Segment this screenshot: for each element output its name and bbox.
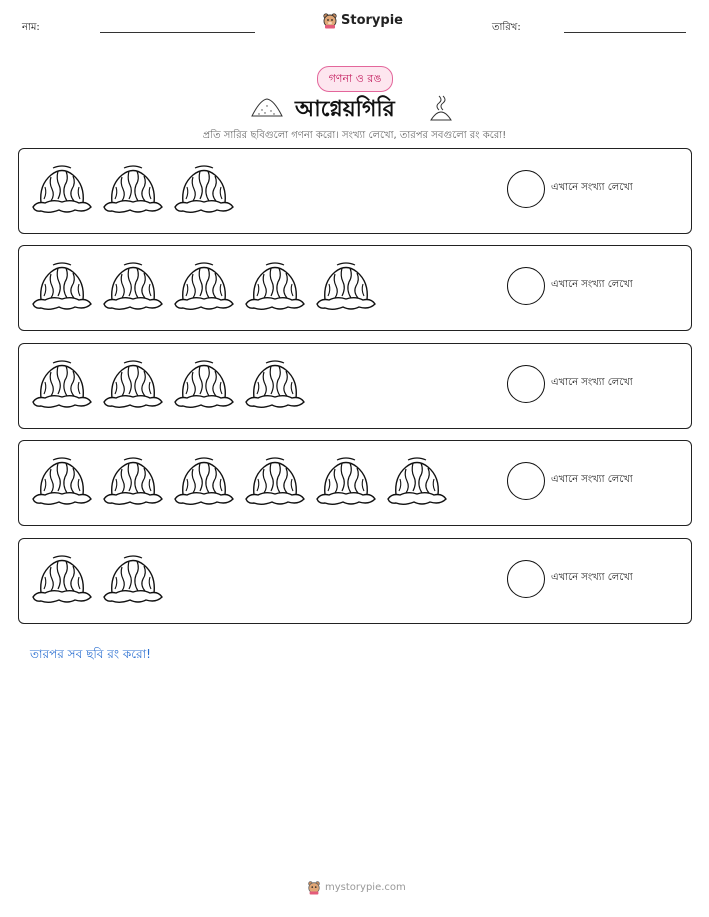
volcano-icon bbox=[31, 455, 93, 507]
name-label: নাম: bbox=[22, 22, 40, 33]
answer-label: এখানে সংখ্যা লেখো bbox=[551, 572, 633, 583]
volcano-icon bbox=[315, 260, 377, 312]
volcano-icon bbox=[102, 553, 164, 605]
volcano-icon bbox=[386, 455, 448, 507]
footer-site: mystorypie.com bbox=[325, 882, 406, 893]
worksheet-header bbox=[0, 0, 709, 50]
volcano-icon bbox=[102, 455, 164, 507]
volcano-icon bbox=[102, 358, 164, 410]
answer-label: এখানে সংখ্যা লেখো bbox=[551, 377, 633, 388]
answer-label: এখানে সংখ্যা লেখো bbox=[551, 182, 633, 193]
activity-badge: গণনা ও রঙ bbox=[317, 66, 393, 92]
bear-mascot-icon bbox=[322, 12, 338, 29]
volcano-icon bbox=[31, 358, 93, 410]
volcano-icon bbox=[244, 455, 306, 507]
volcano-icon bbox=[173, 260, 235, 312]
counting-row bbox=[18, 245, 692, 331]
title-row bbox=[0, 92, 709, 122]
volcano-icon bbox=[31, 260, 93, 312]
name-line[interactable] bbox=[100, 32, 255, 33]
volcano-icon bbox=[173, 455, 235, 507]
answer-circle[interactable] bbox=[507, 170, 545, 208]
brand-logo bbox=[322, 12, 403, 29]
answer-circle[interactable] bbox=[507, 462, 545, 500]
answer-label: এখানে সংখ্যা লেখো bbox=[551, 279, 633, 290]
volcano-icon bbox=[244, 358, 306, 410]
counting-row bbox=[18, 440, 692, 526]
footer-instruction: তারপর সব ছবি রং করো! bbox=[30, 647, 151, 661]
answer-circle[interactable] bbox=[507, 365, 545, 403]
answer-circle[interactable] bbox=[507, 267, 545, 305]
bear-mascot-icon bbox=[307, 880, 321, 895]
instructions: প্রতি সারির ছবিগুলো গণনা করো। সংখ্যা লেখো, তারপর সবগুলো রং করো! bbox=[202, 130, 507, 141]
counting-row bbox=[18, 343, 692, 429]
volcano-icon bbox=[102, 260, 164, 312]
volcano-icon bbox=[315, 455, 377, 507]
counting-row bbox=[18, 148, 692, 234]
volcano-icon bbox=[173, 358, 235, 410]
volcano-icon bbox=[102, 163, 164, 215]
footer bbox=[307, 880, 406, 895]
volcano-icon bbox=[173, 163, 235, 215]
date-label: তারিখ: bbox=[492, 22, 521, 33]
volcano-icon bbox=[31, 163, 93, 215]
volcano-icon bbox=[244, 260, 306, 312]
date-line[interactable] bbox=[564, 32, 686, 33]
smoking-vent-icon bbox=[428, 92, 454, 122]
counting-row bbox=[18, 538, 692, 624]
answer-circle[interactable] bbox=[507, 560, 545, 598]
brand-name: Storypie bbox=[341, 13, 403, 28]
volcano-icon bbox=[31, 553, 93, 605]
ash-mound-icon bbox=[250, 96, 284, 118]
page-title: আগ্নেয়গিরি bbox=[295, 97, 395, 122]
answer-label: এখানে সংখ্যা লেখো bbox=[551, 474, 633, 485]
